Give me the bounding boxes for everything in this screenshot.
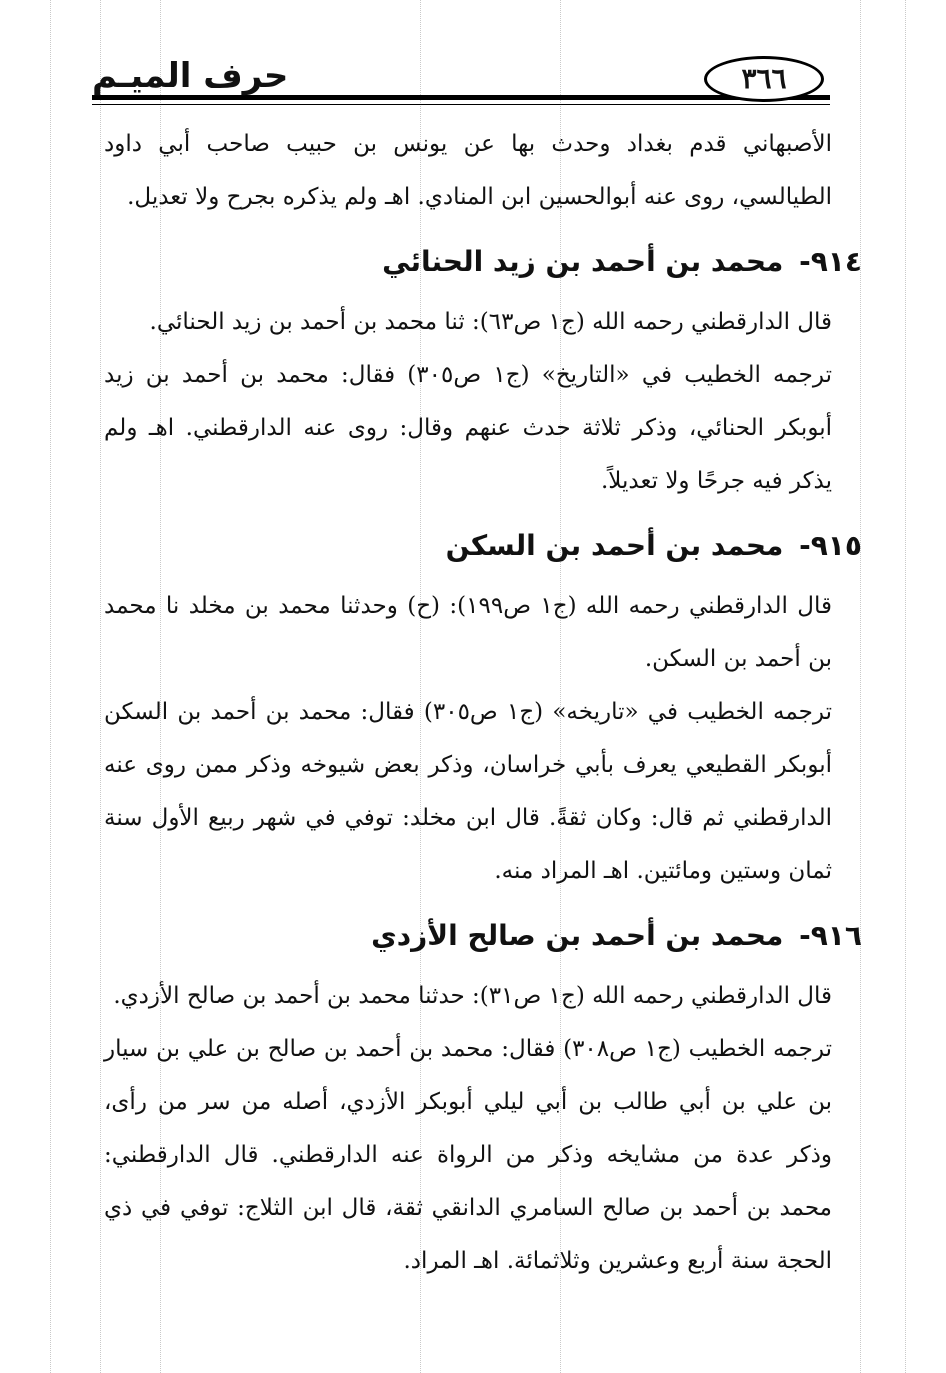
entry-paragraph: قال الدارقطني رحمه الله (ج١ ص٣١): حدثنا محمد بن أحمد بن صالح الأزدي. [113, 983, 832, 1009]
entry-paragraph: قال الدارقطني رحمه الله (ج١ ص٦٣): ثنا محمد بن أحمد بن زيد الحنائي. [149, 309, 832, 335]
entry-paragraph: ترجمه الخطيب (ج١ ص٣٠٨) فقال: محمد بن أحمد بن صالح بن علي بن سيار بن علي بن أبي طالب بن أبي ليلي أبوبكر الأزدي، أصله من سر من رأى، وذكر عدة من مشايخه وذكر من الرواة عنه الدارقطني. قال الدارقطني: محمد بن أحمد بن صالح السامري الدانقي ثقة، قال ابن الثلاج: توفي في ذي الحجة سنة أربع وعشرين وثلاثمائة. اهـ المراد. [104, 1036, 832, 1274]
page-body [104, 118, 862, 1288]
intro-paragraph: الأصبهاني قدم بغداد وحدث بها عن يونس بن حبيب صاحب أبي داود الطيالسي، روى عنه أبوالحسين ابن المنادي. اهـ ولم يذكره بجرح ولا تعديل. [104, 131, 832, 210]
entry-914 [104, 242, 862, 508]
entry-heading [104, 242, 862, 282]
dotted-guide-line [100, 0, 101, 1373]
dotted-guide-line [50, 0, 51, 1373]
entry-name: محمد بن أحمد بن صالح الأزدي [371, 919, 784, 952]
page-header [92, 48, 830, 110]
entry-paragraph: ترجمه الخطيب في «تاريخه» (ج١ ص٣٠٥) فقال: محمد بن أحمد بن السكن أبوبكر القطيعي يعرف بأبي خراسان، وذكر بعض شيوخه وذكر ممن روى عنه الدارقطني ثم قال: وكان ثقةً. قال ابن مخلد: توفي في شهر ربيع الأول سنة ثمان وستين ومائتين. اهـ المراد منه. [104, 699, 832, 884]
entry-name: محمد بن أحمد بن السكن [445, 529, 784, 562]
entry-name: محمد بن أحمد بن زيد الحنائي [382, 245, 784, 278]
entry-916 [104, 916, 862, 1288]
entry-heading [104, 526, 862, 566]
entry-paragraph: قال الدارقطني رحمه الله (ج١ ص١٩٩): (ح) وحدثنا محمد بن مخلد نا محمد بن أحمد بن السكن. [104, 593, 832, 672]
chapter-title: حرف الميـم [92, 56, 289, 96]
header-rule-thin [92, 104, 830, 105]
dotted-guide-line [860, 0, 861, 1373]
page-number: ٣٦٦ [704, 56, 824, 102]
entry-number: ٩١٤- [799, 245, 862, 278]
entry-number: ٩١٥- [799, 529, 862, 562]
dotted-guide-line [905, 0, 906, 1373]
entry-paragraph: ترجمه الخطيب في «التاريخ» (ج١ ص٣٠٥) فقال: محمد بن أحمد بن زيد أبوبكر الحنائي، وذكر ثلاثة حدث عنهم وقال: روى عنه الدارقطني. اهـ ولم يذكر فيه جرحًا ولا تعديلاً. [104, 362, 832, 494]
entry-number: ٩١٦- [799, 919, 862, 952]
entry-915 [104, 526, 862, 898]
entry-heading [104, 916, 862, 956]
